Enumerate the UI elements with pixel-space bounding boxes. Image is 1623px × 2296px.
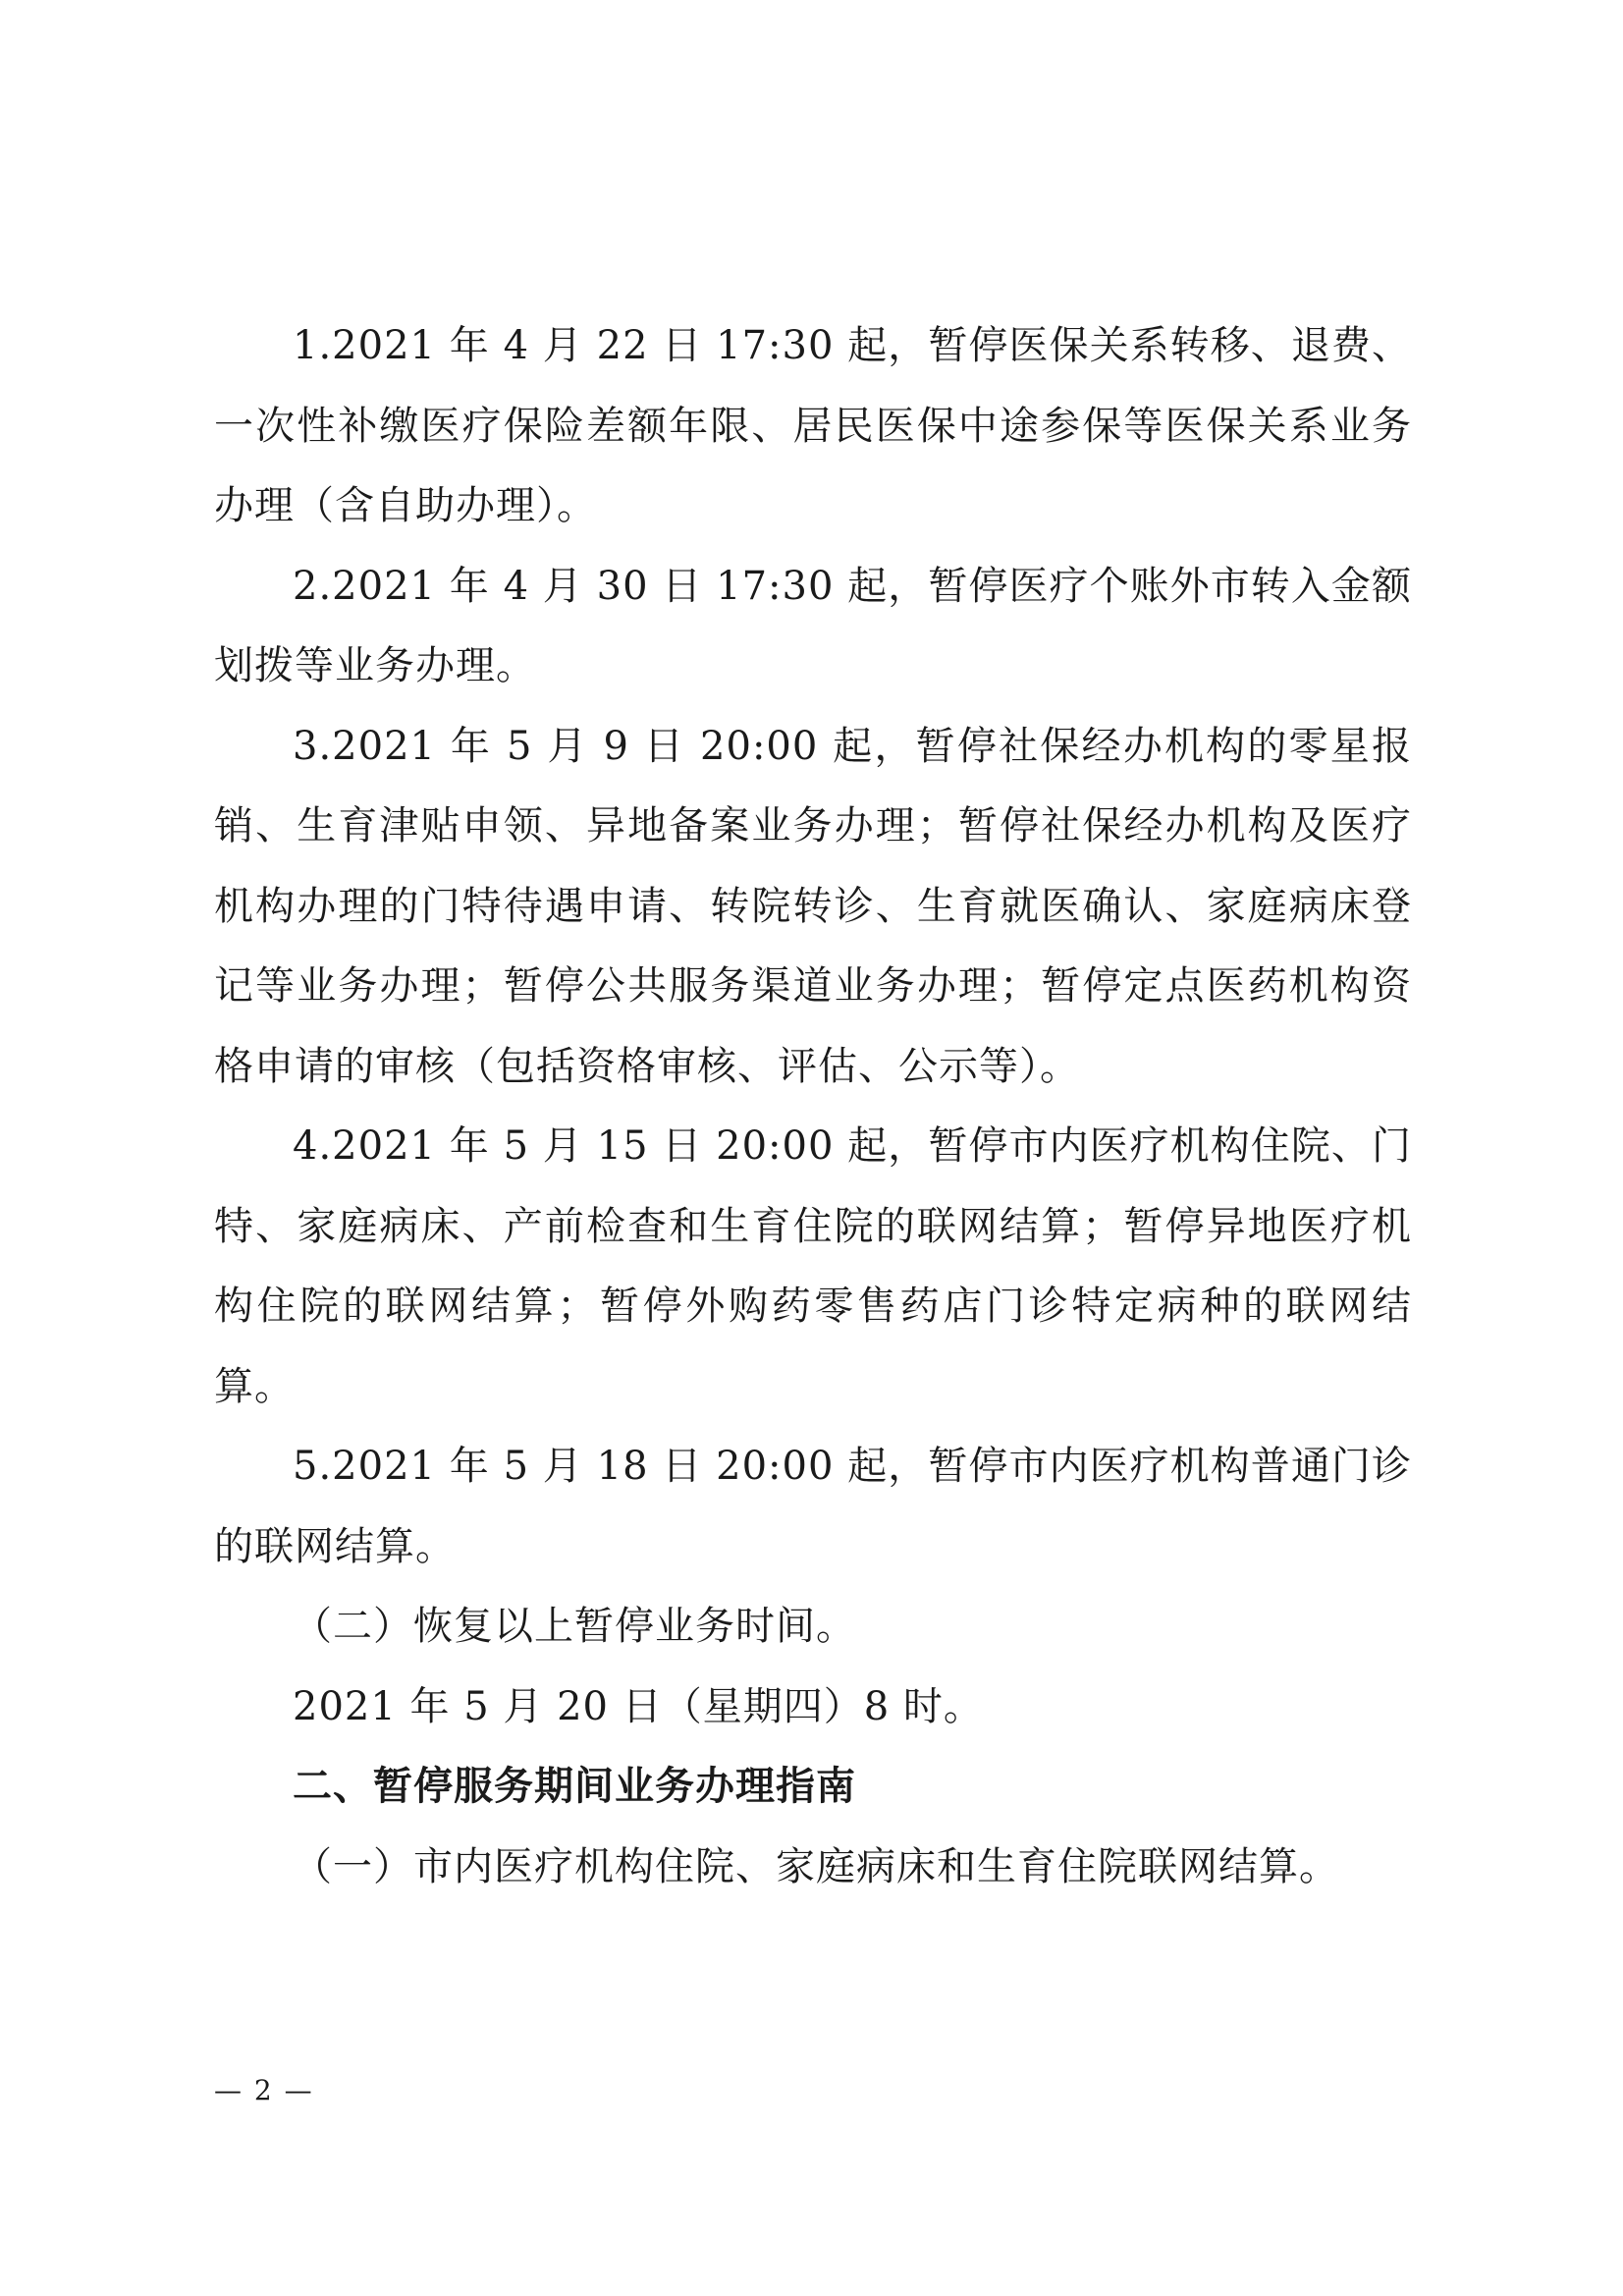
subheading-resume: （二）恢复以上暂停业务时间。 — [293, 1604, 856, 1649]
paragraph-item-5: 5.2021 年 5 月 18 日 20:00 起，暂停市内医疗机构普通门诊的联网结算。 — [214, 1444, 1412, 1569]
paragraph-item-1: 1.2021 年 4 月 22 日 17:30 起，暂停医保关系转移、退费、一次性补缴医疗保险差额年限、居民医保中途参保等医保关系业务办理（含自助办理）。 — [214, 323, 1412, 528]
document-body — [214, 306, 1412, 1907]
paragraph-item-2: 2.2021 年 4 月 30 日 17:30 起，暂停医疗个账外市转入金额划拨等业务办理。 — [214, 563, 1412, 688]
section-heading-guide: 二、暂停服务期间业务办理指南 — [293, 1764, 856, 1809]
paragraph-item-4: 4.2021 年 5 月 15 日 20:00 起，暂停市内医疗机构住院、门特、家庭病床、产前检查和生育住院的联网结算；暂停异地医疗机构住院的联网结算；暂停外购药零售药店门诊特定病种的联网结算。 — [214, 1123, 1412, 1409]
page-number: — 2 — — [214, 2074, 314, 2106]
subheading-settlement: （一）市内医疗机构住院、家庭病床和生育住院联网结算。 — [293, 1843, 1339, 1889]
paragraph-item-3: 3.2021 年 5 月 9 日 20:00 起，暂停社保经办机构的零星报销、生育津贴申领、异地备案业务办理；暂停社保经办机构及医疗机构办理的门特待遇申请、转院转诊、生育就医确认、家庭病床登记等业务办理；暂停公共服务渠道业务办理；暂停定点医药机构资格申请的审核（包括资格审核、评估、公示等）。 — [214, 723, 1412, 1089]
paragraph-resume-time: 2021 年 5 月 20 日（星期四）8 时。 — [293, 1683, 984, 1729]
